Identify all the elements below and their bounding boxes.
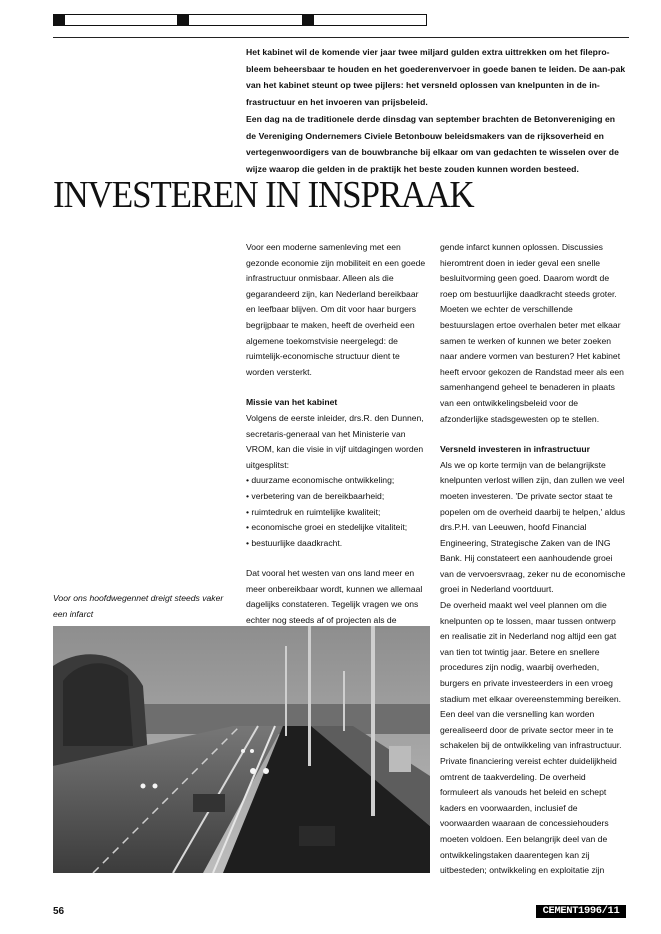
header-block xyxy=(54,15,65,25)
bullet-list xyxy=(246,473,430,551)
header-segment xyxy=(178,14,302,26)
list-item: • bestuurlijke daadkracht. xyxy=(246,536,430,552)
body-paragraph: Moeten we echter de verschillende bestuurslagen ertoe overhalen beter met elkaar samen te werken of kunnen we beter zoeken naar andere vormen van besturen? Het kabinet heeft ervoor gekozen de Randstad meer als een samenhangend geheel te benaderen in plaats van een ontwikkelingsbeleid voor de afzonderlijke stadsgewesten op te stellen. xyxy=(440,304,624,424)
body-paragraph: Private financiering vereist echter duidelijkheid omtrent de taakverdeling. De overheid formuleert als vanouds het beleid en schept kaders en voorwaarden, inclusief de voorwaarden waaraan de concessiehouders moeten voldoen. Een belangrijk deel van de ontwikkelingstaken daarentegen kan zij uitbesteden; ontwikkeling en exploitatie zijn xyxy=(440,756,617,876)
column-left xyxy=(246,240,430,660)
list-item: • verbetering van de bereikbaarheid; xyxy=(246,489,430,505)
photo-caption: Voor ons hoofdwegennet dreigt steeds vaker een infarct xyxy=(53,593,224,619)
body-paragraph: Volgens de eerste inleider, drs.R. den Dunnen, secretaris-generaal van het Ministerie van VROM, kan die visie in vijf uitdagingen worden uitgesplitst: xyxy=(246,412,424,470)
list-item: • duurzame economische ontwikkeling; xyxy=(246,473,430,489)
section-heading: Versneld investeren in infrastructuur xyxy=(440,444,590,455)
header-block xyxy=(178,15,189,25)
header-rule xyxy=(53,37,629,38)
body-paragraph: Dat vooral het westen van ons land meer en meer onbereikbaar wordt, kunnen we allemaal dagelijks constateren. Tegelijk vragen we ons echter nog steeds af of projecten als de xyxy=(246,568,423,626)
body-paragraph: gende infarct kunnen oplossen. Discussies hieromtrent doen in ieder geval een snelle besluitvorming geen goed. Daarom wordt de roep om bestuurlijke daadkracht steeds groter. xyxy=(440,242,617,299)
intro-text-2: Een dag na de traditionele derde dinsdag van september brachten de Betonvereniging en de Vereniging Ondernemers Civiele Betonbouw beleidsmakers van de rijksoverheid en vertegenwoordigers van de bouwbranche bij elkaar om van gedachten te wisselen over de wijze waarop die gelden in de praktijk het beste zouden kunnen worden besteed. xyxy=(246,113,619,174)
footer-label: CEMENT1996/11 xyxy=(536,905,626,918)
intro-text-1: Het kabinet wil de komende vier jaar twee miljard gulden extra uittrekken om het filepro-bleem beheersbaar te houden en het goederenvervoer in goede banen te leiden. De aan-pak van het kabinet steunt op twee pijlers: het versneld oplossen van knelpunten in de in-frastructuur en het invoeren van prijsbeleid. xyxy=(246,47,626,108)
header-segment xyxy=(53,14,178,26)
page-number: 56 xyxy=(53,906,65,917)
list-item: • ruimtedruk en ruimtelijke kwaliteit; xyxy=(246,505,430,521)
intro-paragraph xyxy=(246,44,626,178)
header-bar xyxy=(53,14,427,26)
list-item: • economische groei en stedelijke vitaliteit; xyxy=(246,520,430,536)
article-title: INVESTEREN IN INSPRAAK xyxy=(53,174,474,216)
column-right xyxy=(440,240,626,879)
body-paragraph: De overheid maakt wel veel plannen om die knelpunten op te lossen, maar tussen ontwerp en realisatie zit in Nederland nog altijd een gat van tien tot twintig jaar. Betere en snellere procedures zijn nodig, waarbij overheden, burgers en private investeerders in een vroeg stadium met elkaar overeenstemming bereiken. Een deel van die versnelling kan worden gerealiseerd door de private sector meer in te schakelen bij de ontwikkeling van infrastructuur. xyxy=(440,600,622,751)
body-paragraph: Voor een moderne samenleving met een gezonde economie zijn mobiliteit en een goede infrastructuur onmisbaar. Alleen als die gegarandeerd zijn, kan Nederland bereikbaar en leefbaar blijven. Om dit voor haar burgers begrijpbaar te maken, heeft de overheid een algemene toekomstvisie neergelegd: de ruimtelijk-economische structuur dient te worden versterkt. xyxy=(246,242,426,377)
highway-photo xyxy=(53,626,430,873)
section-heading: Missie van het kabinet xyxy=(246,397,338,408)
header-segment xyxy=(303,14,427,26)
header-block xyxy=(303,15,314,25)
body-paragraph: Als we op korte termijn van de belangrijkste knelpunten verlost willen zijn, dan zullen we veel moeten investeren. 'De private sector staat te popelen om de overheid daarbij te helpen,' aldus drs.P.H. van Leeuwen, hoofd Financial Engineering, Strategische Zaken van de ING Bank. Hij constateert een aanhoudende groei van de vervoersvraag, zeker nu de economische groei in Nederland voortduurt. xyxy=(440,459,626,595)
